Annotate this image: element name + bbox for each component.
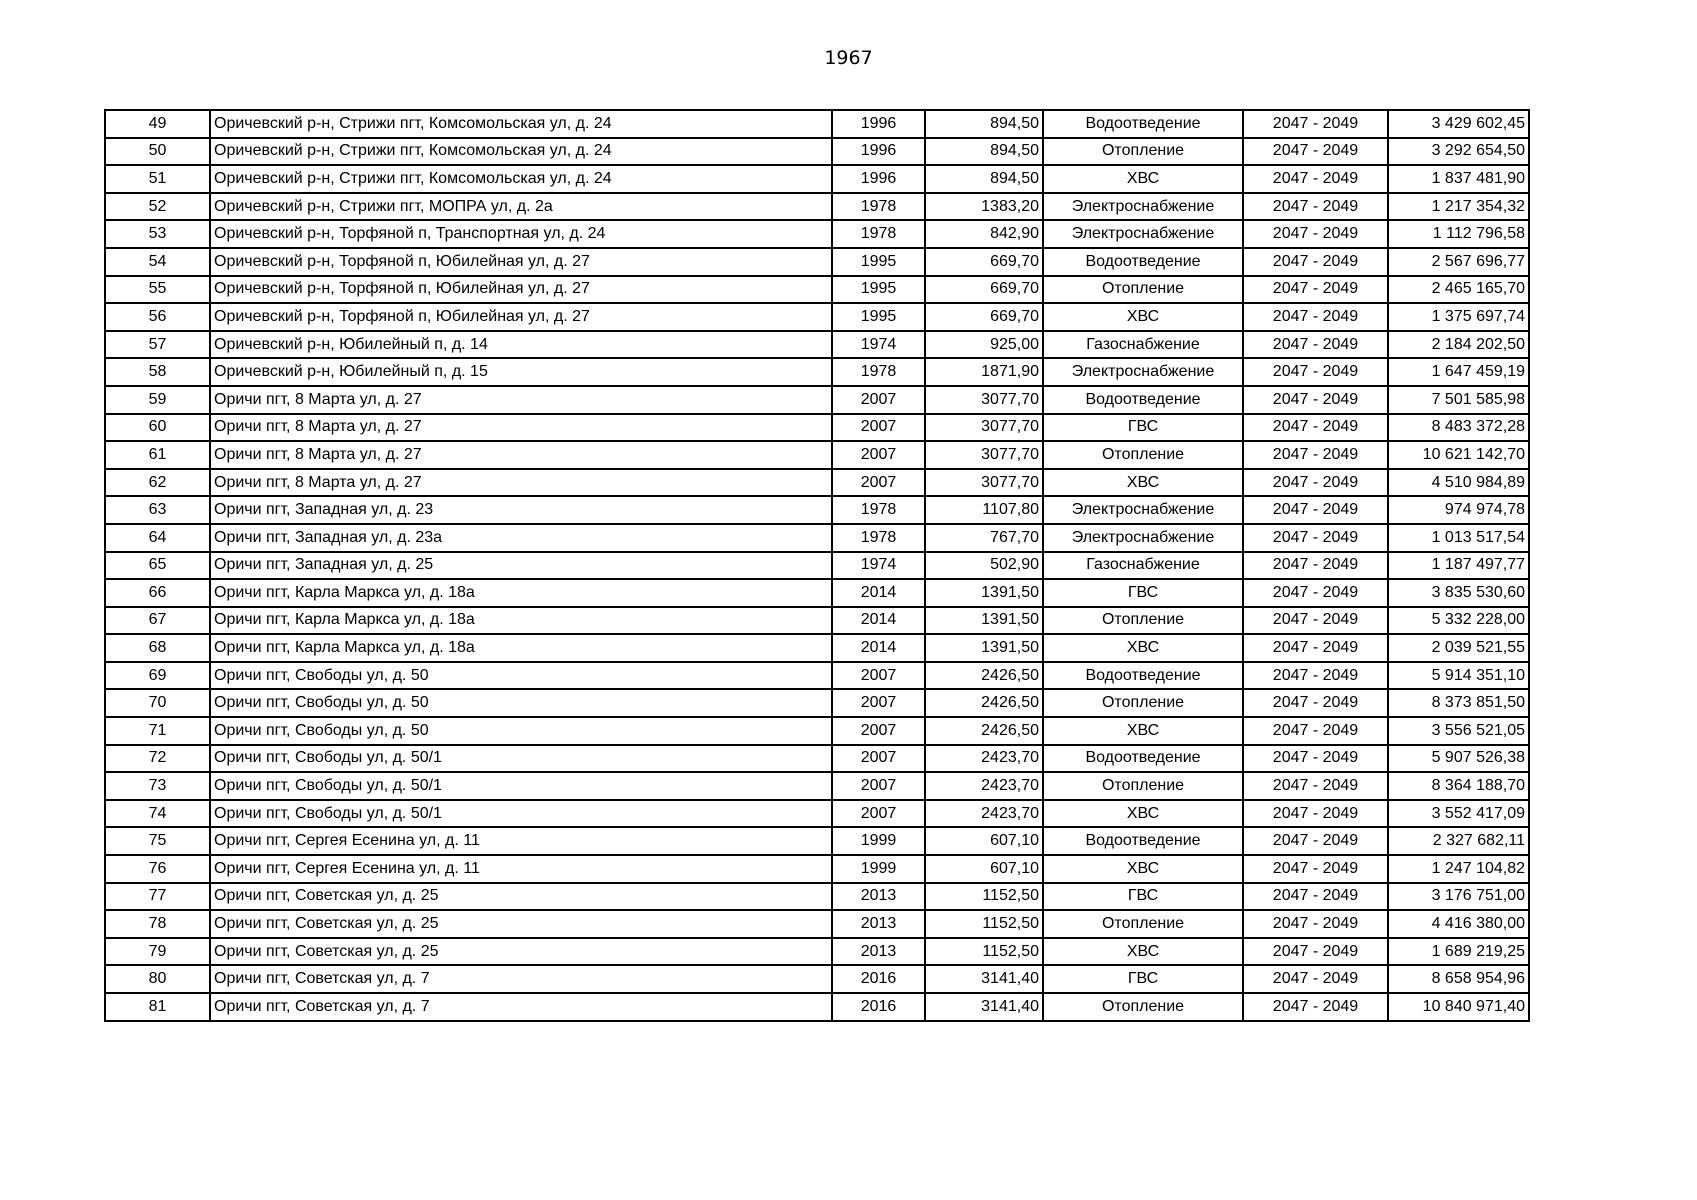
row-cost: 3 176 751,00 [1388,883,1529,911]
row-number: 58 [105,358,210,386]
row-area: 925,00 [925,331,1043,359]
row-cost: 3 556 521,05 [1388,717,1529,745]
row-period: 2047 - 2049 [1243,358,1388,386]
table-row [105,772,1529,800]
row-period: 2047 - 2049 [1243,827,1388,855]
row-cost: 10 840 971,40 [1388,993,1529,1021]
table-row [105,579,1529,607]
row-work-type: Отопление [1043,138,1243,166]
row-build-year: 1995 [832,276,925,304]
row-address: Оричи пгт, Свободы ул, д. 50/1 [210,772,832,800]
row-build-year: 2007 [832,441,925,469]
row-work-type: Отопление [1043,441,1243,469]
row-number: 81 [105,993,210,1021]
row-number: 49 [105,110,210,138]
row-area: 3141,40 [925,965,1043,993]
row-period: 2047 - 2049 [1243,993,1388,1021]
row-address: Оричи пгт, Свободы ул, д. 50 [210,717,832,745]
row-work-type: Отопление [1043,993,1243,1021]
row-build-year: 1978 [832,524,925,552]
row-address: Оричи пгт, 8 Марта ул, д. 27 [210,469,832,497]
row-period: 2047 - 2049 [1243,441,1388,469]
row-cost: 4 510 984,89 [1388,469,1529,497]
row-build-year: 2007 [832,414,925,442]
row-address: Оричи пгт, 8 Марта ул, д. 27 [210,441,832,469]
row-work-type: ХВС [1043,303,1243,331]
row-work-type: Отопление [1043,276,1243,304]
row-area: 3141,40 [925,993,1043,1021]
table-row [105,855,1529,883]
row-work-type: Отопление [1043,910,1243,938]
row-cost: 1 247 104,82 [1388,855,1529,883]
row-period: 2047 - 2049 [1243,883,1388,911]
row-period: 2047 - 2049 [1243,745,1388,773]
row-address: Оричи пгт, Советская ул, д. 7 [210,965,832,993]
row-period: 2047 - 2049 [1243,469,1388,497]
row-area: 1383,20 [925,193,1043,221]
row-cost: 3 292 654,50 [1388,138,1529,166]
table-row [105,220,1529,248]
row-work-type: ГВС [1043,579,1243,607]
row-cost: 3 835 530,60 [1388,579,1529,607]
row-period: 2047 - 2049 [1243,800,1388,828]
row-work-type: Водоотведение [1043,662,1243,690]
row-build-year: 1996 [832,138,925,166]
row-build-year: 2013 [832,910,925,938]
row-cost: 1 647 459,19 [1388,358,1529,386]
row-address: Оричи пгт, Карла Маркса ул, д. 18а [210,607,832,635]
row-work-type: Отопление [1043,689,1243,717]
row-number: 76 [105,855,210,883]
row-address: Оричи пгт, Свободы ул, д. 50/1 [210,745,832,773]
row-work-type: Отопление [1043,607,1243,635]
row-area: 894,50 [925,165,1043,193]
row-build-year: 1996 [832,110,925,138]
table-row [105,800,1529,828]
row-cost: 8 658 954,96 [1388,965,1529,993]
row-area: 669,70 [925,276,1043,304]
row-work-type: Водоотведение [1043,745,1243,773]
row-area: 3077,70 [925,441,1043,469]
row-number: 53 [105,220,210,248]
row-build-year: 2014 [832,579,925,607]
row-build-year: 1974 [832,552,925,580]
registry-table [104,109,1530,1022]
row-area: 842,90 [925,220,1043,248]
row-period: 2047 - 2049 [1243,496,1388,524]
row-build-year: 2007 [832,689,925,717]
row-period: 2047 - 2049 [1243,855,1388,883]
row-address: Оричевский р-н, Торфяной п, Транспортная ул, д. 24 [210,220,832,248]
row-period: 2047 - 2049 [1243,248,1388,276]
row-area: 1107,80 [925,496,1043,524]
row-work-type: Водоотведение [1043,827,1243,855]
row-number: 60 [105,414,210,442]
row-number: 64 [105,524,210,552]
row-work-type: Электроснабжение [1043,220,1243,248]
row-number: 80 [105,965,210,993]
row-number: 66 [105,579,210,607]
table-row [105,414,1529,442]
row-build-year: 2007 [832,386,925,414]
table-row [105,993,1529,1021]
row-address: Оричевский р-н, Стрижи пгт, Комсомольская ул, д. 24 [210,165,832,193]
row-cost: 8 373 851,50 [1388,689,1529,717]
row-build-year: 2014 [832,607,925,635]
row-period: 2047 - 2049 [1243,386,1388,414]
row-number: 77 [105,883,210,911]
row-number: 71 [105,717,210,745]
row-build-year: 2007 [832,717,925,745]
row-cost: 5 332 228,00 [1388,607,1529,635]
table-row [105,634,1529,662]
row-number: 59 [105,386,210,414]
table-row [105,965,1529,993]
row-period: 2047 - 2049 [1243,552,1388,580]
row-cost: 8 364 188,70 [1388,772,1529,800]
table-row [105,910,1529,938]
row-period: 2047 - 2049 [1243,938,1388,966]
row-build-year: 2016 [832,993,925,1021]
row-area: 1391,50 [925,634,1043,662]
row-work-type: Электроснабжение [1043,496,1243,524]
row-address: Оричи пгт, Сергея Есенина ул, д. 11 [210,827,832,855]
row-period: 2047 - 2049 [1243,910,1388,938]
row-address: Оричи пгт, Западная ул, д. 25 [210,552,832,580]
row-number: 61 [105,441,210,469]
row-work-type: Водоотведение [1043,386,1243,414]
row-address: Оричи пгт, Свободы ул, д. 50 [210,662,832,690]
row-area: 1391,50 [925,579,1043,607]
row-area: 607,10 [925,827,1043,855]
row-period: 2047 - 2049 [1243,110,1388,138]
row-area: 1391,50 [925,607,1043,635]
row-cost: 2 567 696,77 [1388,248,1529,276]
table-row [105,607,1529,635]
row-area: 2426,50 [925,662,1043,690]
row-period: 2047 - 2049 [1243,717,1388,745]
row-number: 52 [105,193,210,221]
row-build-year: 1978 [832,220,925,248]
row-number: 62 [105,469,210,497]
row-period: 2047 - 2049 [1243,331,1388,359]
row-period: 2047 - 2049 [1243,965,1388,993]
row-build-year: 1974 [832,331,925,359]
table-row [105,938,1529,966]
row-cost: 3 429 602,45 [1388,110,1529,138]
row-number: 63 [105,496,210,524]
row-number: 67 [105,607,210,635]
table-row [105,193,1529,221]
row-area: 894,50 [925,110,1043,138]
row-address: Оричи пгт, Западная ул, д. 23 [210,496,832,524]
row-area: 3077,70 [925,414,1043,442]
row-work-type: Газоснабжение [1043,331,1243,359]
row-cost: 1 837 481,90 [1388,165,1529,193]
table-row [105,441,1529,469]
row-build-year: 1995 [832,248,925,276]
row-cost: 1 375 697,74 [1388,303,1529,331]
row-cost: 5 914 351,10 [1388,662,1529,690]
row-area: 1152,50 [925,883,1043,911]
row-area: 3077,70 [925,469,1043,497]
row-area: 607,10 [925,855,1043,883]
row-work-type: Отопление [1043,772,1243,800]
row-cost: 2 327 682,11 [1388,827,1529,855]
row-address: Оричевский р-н, Торфяной п, Юбилейная ул, д. 27 [210,303,832,331]
table-row [105,469,1529,497]
table-row [105,745,1529,773]
row-period: 2047 - 2049 [1243,276,1388,304]
row-area: 2426,50 [925,717,1043,745]
row-address: Оричевский р-н, Торфяной п, Юбилейная ул, д. 27 [210,248,832,276]
row-number: 56 [105,303,210,331]
row-cost: 7 501 585,98 [1388,386,1529,414]
table-row [105,358,1529,386]
table-row [105,386,1529,414]
row-cost: 2 184 202,50 [1388,331,1529,359]
table-row [105,303,1529,331]
row-address: Оричи пгт, Советская ул, д. 7 [210,993,832,1021]
row-build-year: 2007 [832,772,925,800]
row-area: 2426,50 [925,689,1043,717]
row-build-year: 2013 [832,938,925,966]
row-build-year: 1978 [832,496,925,524]
row-work-type: Электроснабжение [1043,193,1243,221]
row-build-year: 2007 [832,662,925,690]
row-period: 2047 - 2049 [1243,772,1388,800]
row-number: 57 [105,331,210,359]
row-cost: 2 039 521,55 [1388,634,1529,662]
row-address: Оричевский р-н, Юбилейный п, д. 14 [210,331,832,359]
row-address: Оричи пгт, Советская ул, д. 25 [210,910,832,938]
row-build-year: 1995 [832,303,925,331]
row-number: 70 [105,689,210,717]
row-address: Оричи пгт, Карла Маркса ул, д. 18а [210,579,832,607]
row-build-year: 1978 [832,358,925,386]
row-period: 2047 - 2049 [1243,689,1388,717]
row-area: 1152,50 [925,938,1043,966]
row-area: 767,70 [925,524,1043,552]
row-cost: 4 416 380,00 [1388,910,1529,938]
row-period: 2047 - 2049 [1243,579,1388,607]
row-address: Оричи пгт, Западная ул, д. 23а [210,524,832,552]
row-build-year: 2007 [832,800,925,828]
row-address: Оричи пгт, Свободы ул, д. 50/1 [210,800,832,828]
row-work-type: ГВС [1043,414,1243,442]
row-work-type: ХВС [1043,717,1243,745]
row-area: 2423,70 [925,800,1043,828]
row-number: 72 [105,745,210,773]
row-number: 79 [105,938,210,966]
row-address: Оричи пгт, Карла Маркса ул, д. 18а [210,634,832,662]
row-address: Оричи пгт, 8 Марта ул, д. 27 [210,386,832,414]
row-area: 502,90 [925,552,1043,580]
row-cost: 8 483 372,28 [1388,414,1529,442]
row-address: Оричи пгт, 8 Марта ул, д. 27 [210,414,832,442]
row-area: 2423,70 [925,745,1043,773]
row-number: 69 [105,662,210,690]
row-address: Оричевский р-н, Стрижи пгт, Комсомольская ул, д. 24 [210,138,832,166]
row-work-type: ХВС [1043,165,1243,193]
row-build-year: 2007 [832,745,925,773]
table-row [105,717,1529,745]
table-row [105,165,1529,193]
row-cost: 10 621 142,70 [1388,441,1529,469]
row-number: 54 [105,248,210,276]
row-number: 78 [105,910,210,938]
row-period: 2047 - 2049 [1243,220,1388,248]
row-period: 2047 - 2049 [1243,165,1388,193]
row-address: Оричевский р-н, Юбилейный п, д. 15 [210,358,832,386]
row-number: 65 [105,552,210,580]
row-build-year: 1978 [832,193,925,221]
row-number: 75 [105,827,210,855]
row-area: 2423,70 [925,772,1043,800]
row-number: 50 [105,138,210,166]
row-number: 74 [105,800,210,828]
row-build-year: 2013 [832,883,925,911]
row-period: 2047 - 2049 [1243,662,1388,690]
table-row [105,110,1529,138]
row-build-year: 2014 [832,634,925,662]
row-cost: 3 552 417,09 [1388,800,1529,828]
row-period: 2047 - 2049 [1243,634,1388,662]
row-work-type: ГВС [1043,965,1243,993]
row-period: 2047 - 2049 [1243,414,1388,442]
row-work-type: ГВС [1043,883,1243,911]
row-work-type: ХВС [1043,634,1243,662]
row-build-year: 1999 [832,855,925,883]
row-cost: 1 013 517,54 [1388,524,1529,552]
row-area: 3077,70 [925,386,1043,414]
row-number: 73 [105,772,210,800]
row-area: 894,50 [925,138,1043,166]
row-area: 669,70 [925,303,1043,331]
row-work-type: Электроснабжение [1043,524,1243,552]
row-work-type: ХВС [1043,800,1243,828]
row-address: Оричи пгт, Сергея Есенина ул, д. 11 [210,855,832,883]
table-row [105,248,1529,276]
row-cost: 1 187 497,77 [1388,552,1529,580]
row-address: Оричи пгт, Свободы ул, д. 50 [210,689,832,717]
row-area: 669,70 [925,248,1043,276]
table-row [105,138,1529,166]
row-cost: 1 112 796,58 [1388,220,1529,248]
table-row [105,276,1529,304]
row-cost: 1 689 219,25 [1388,938,1529,966]
row-cost: 2 465 165,70 [1388,276,1529,304]
table-row [105,883,1529,911]
row-work-type: ХВС [1043,469,1243,497]
row-period: 2047 - 2049 [1243,607,1388,635]
row-build-year: 1999 [832,827,925,855]
row-period: 2047 - 2049 [1243,138,1388,166]
table-row [105,827,1529,855]
row-address: Оричи пгт, Советская ул, д. 25 [210,883,832,911]
table-row [105,524,1529,552]
row-number: 68 [105,634,210,662]
registry-table-body [105,110,1529,1021]
row-period: 2047 - 2049 [1243,193,1388,221]
row-area: 1871,90 [925,358,1043,386]
row-area: 1152,50 [925,910,1043,938]
row-address: Оричевский р-н, Стрижи пгт, Комсомольская ул, д. 24 [210,110,832,138]
table-row [105,662,1529,690]
table-row [105,496,1529,524]
row-period: 2047 - 2049 [1243,303,1388,331]
row-address: Оричи пгт, Советская ул, д. 25 [210,938,832,966]
row-build-year: 2007 [832,469,925,497]
row-cost: 974 974,78 [1388,496,1529,524]
row-number: 51 [105,165,210,193]
row-work-type: ХВС [1043,938,1243,966]
row-work-type: Водоотведение [1043,110,1243,138]
table-row [105,552,1529,580]
row-build-year: 1996 [832,165,925,193]
row-work-type: ХВС [1043,855,1243,883]
page-number: 1967 [824,47,873,69]
row-cost: 5 907 526,38 [1388,745,1529,773]
row-work-type: Электроснабжение [1043,358,1243,386]
row-period: 2047 - 2049 [1243,524,1388,552]
row-address: Оричевский р-н, Стрижи пгт, МОПРА ул, д. 2а [210,193,832,221]
table-row [105,331,1529,359]
row-number: 55 [105,276,210,304]
row-work-type: Водоотведение [1043,248,1243,276]
row-address: Оричевский р-н, Торфяной п, Юбилейная ул, д. 27 [210,276,832,304]
row-cost: 1 217 354,32 [1388,193,1529,221]
row-build-year: 2016 [832,965,925,993]
table-row [105,689,1529,717]
row-work-type: Газоснабжение [1043,552,1243,580]
